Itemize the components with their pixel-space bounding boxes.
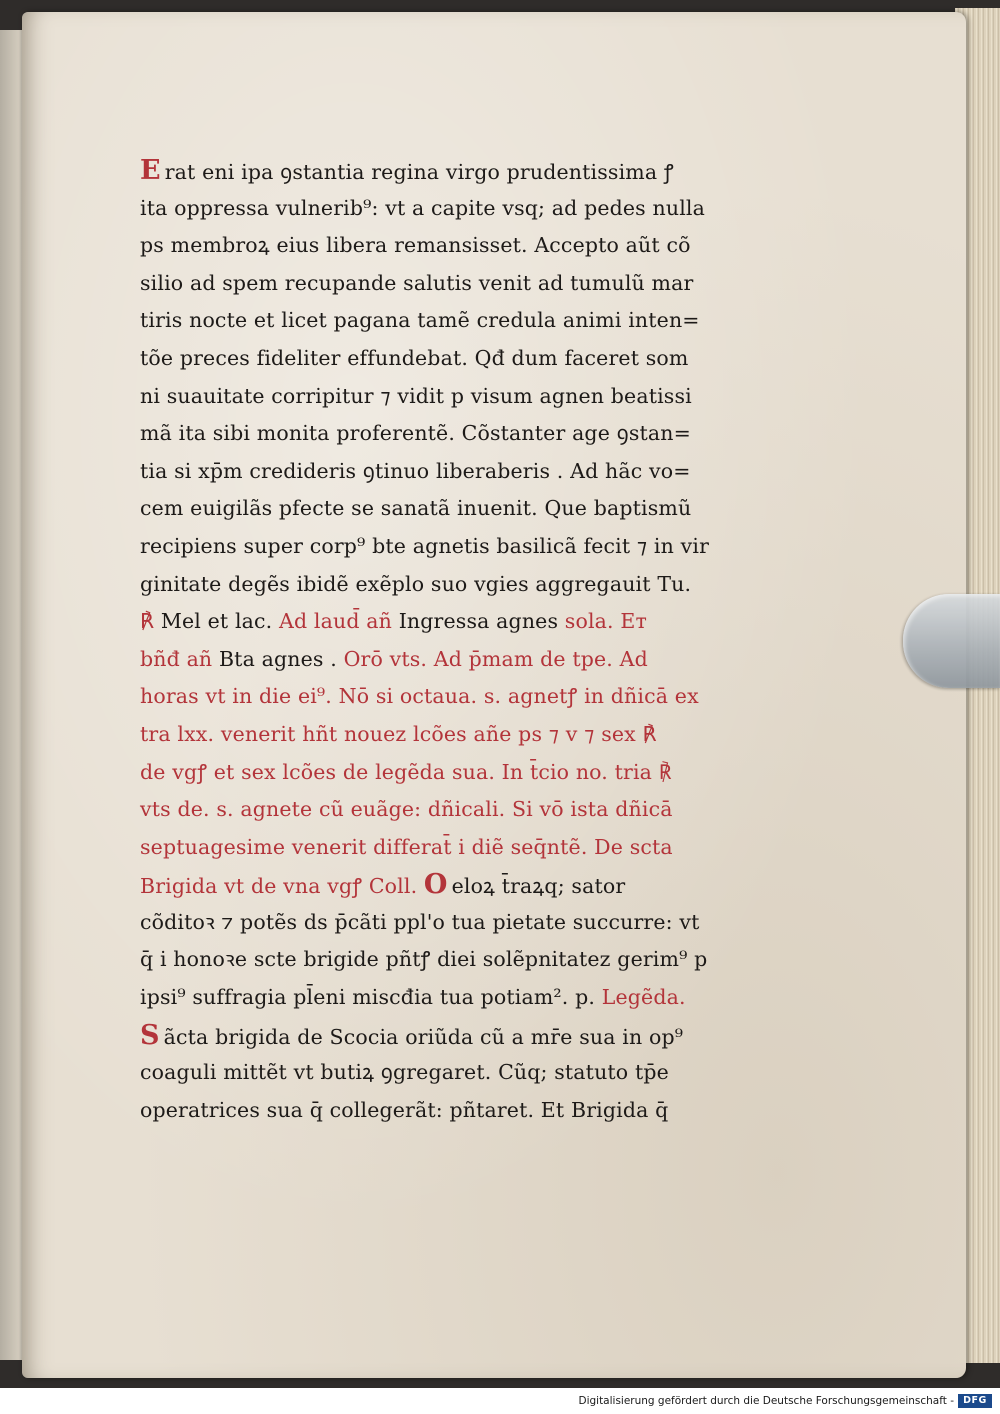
body-text: rat eni ipa ꝯstantia regina virgo prudentissima ꝭ (164, 160, 674, 184)
manuscript-page (22, 12, 966, 1378)
rubric-text: sola. Ет (564, 609, 647, 634)
rubric-text: vts de. s. agnete cũ euãge: dñicali. Si vō ista dñicā (140, 797, 673, 822)
text-line (140, 979, 780, 1017)
text-block (140, 152, 780, 1129)
body-text: cem euigilãs pfecte se sanatã inuenit. Que baptismũ (140, 496, 692, 521)
rubric-text: ℟ (140, 609, 161, 634)
initial-letter: S (140, 1019, 160, 1051)
text-line (140, 415, 780, 453)
body-text: Ingressa agnes (398, 609, 565, 634)
rubric-text: tra lxx. venerit hñt nouez lcões añe ps ⁊ v ⁊ sex ℟ (140, 721, 657, 746)
rubric-text: horas vt in die ei⁹. Nō si octaua. s. agnetꝭ in dñicā ex (140, 684, 699, 709)
body-text: tia si xp̄m credideris ꝯtinuo liberaberis . Ad hãc vo= (140, 458, 691, 483)
body-text: cõditoꝛ ⁊ potẽs ds p̄cãti ppl'o tua pietate succurre: vt (140, 909, 700, 934)
body-text: tõe preces fideliter effundebat. Qđ dum faceret som (140, 345, 689, 370)
text-line (140, 1017, 780, 1055)
body-text: Bta agnes . (218, 646, 344, 671)
text-line (140, 829, 780, 867)
body-text: recipiens super corp⁹ bte agnetis basilicã fecit ⁊ in vir (140, 533, 710, 558)
text-line (140, 340, 780, 378)
text-line (140, 678, 780, 716)
text-line (140, 302, 780, 340)
text-line (140, 152, 780, 190)
body-text: silio ad spem recupande salutis venit ad tumulũ mar (140, 270, 694, 295)
text-line (140, 603, 780, 641)
body-text: ita oppressa vulnerib⁹: vt a capite vsq; ad pedes nulla (140, 195, 706, 220)
body-text: Mel et lac. (160, 609, 280, 634)
text-line (140, 265, 780, 303)
body-text: operatrices sua q̄ collegerãt: pñtaret. Et Brigida q̄ (140, 1097, 669, 1122)
body-text: ginitate degẽs ibidẽ exẽplo suo vgies aggregauit Tu. (140, 571, 692, 596)
text-line (140, 904, 780, 942)
book-clamp (903, 594, 1000, 688)
text-line (140, 866, 780, 904)
text-line (140, 227, 780, 265)
footer-credit: Digitalisierung gefördert durch die Deutsche Forschungsgemeinschaft - (578, 1395, 954, 1407)
text-line (140, 378, 780, 416)
body-text: ni suauitate corripitur ⁊ vidit p visum agnen beatissi (140, 383, 692, 408)
text-line (140, 941, 780, 979)
text-line (140, 1054, 780, 1092)
rubric-text: Brigida vt de vna vgꝭ Coll. (140, 874, 424, 899)
rubric-text: bñđ añ (140, 646, 219, 671)
footer-bar (0, 1388, 1000, 1414)
rubric-text: Legẽda. (601, 985, 686, 1010)
rubric-text: septuagesime venerit differat̄ i diẽ seq̄ntẽ. De scta (140, 834, 673, 859)
text-line (140, 453, 780, 491)
body-text: mã ita sibi monita proferentẽ. Cõstanter age ꝯstan= (140, 421, 691, 446)
text-line (140, 528, 780, 566)
body-text: eloꝝ t̄raꝝq; sator (451, 874, 626, 899)
text-line (140, 754, 780, 792)
text-line (140, 190, 780, 228)
body-text: q̄ i honoꝛe scte brigide pñtꝭ diei solẽpnitatez gerim⁹ p (140, 947, 708, 972)
rubric-text: de vgꝭ et sex lcões de legẽda sua. In t̄cio no. tria ℟ (140, 759, 672, 784)
rubric-text: Ad laud̄ añ (279, 609, 399, 634)
text-line (140, 490, 780, 528)
initial-letter: E (140, 155, 161, 186)
body-text: ps membroꝝ eius libera remansisset. Accepto aũt cõ (140, 233, 691, 258)
rubric-text: Orō vts. Ad p̄mam de tpe. Ad (343, 646, 648, 671)
text-line (140, 716, 780, 754)
text-line (140, 1092, 780, 1130)
body-text: ãcta brigida de Scocia oriũda cũ a mr̄e sua in op⁹ (163, 1024, 684, 1049)
body-text: tiris nocte et licet pagana tamẽ credula animi inten= (140, 308, 700, 333)
text-line (140, 566, 780, 604)
dfg-logo: DFG (958, 1394, 992, 1408)
body-text: coaguli mittẽt vt butiꝝ ꝯgregaret. Cũq; statuto tp̄e (140, 1060, 669, 1085)
initial-letter: O (423, 869, 448, 901)
text-line (140, 641, 780, 679)
text-line (140, 791, 780, 829)
body-text: ipsi⁹ suffragia pl̄eni miscđia tua potiam². p. (140, 985, 602, 1010)
